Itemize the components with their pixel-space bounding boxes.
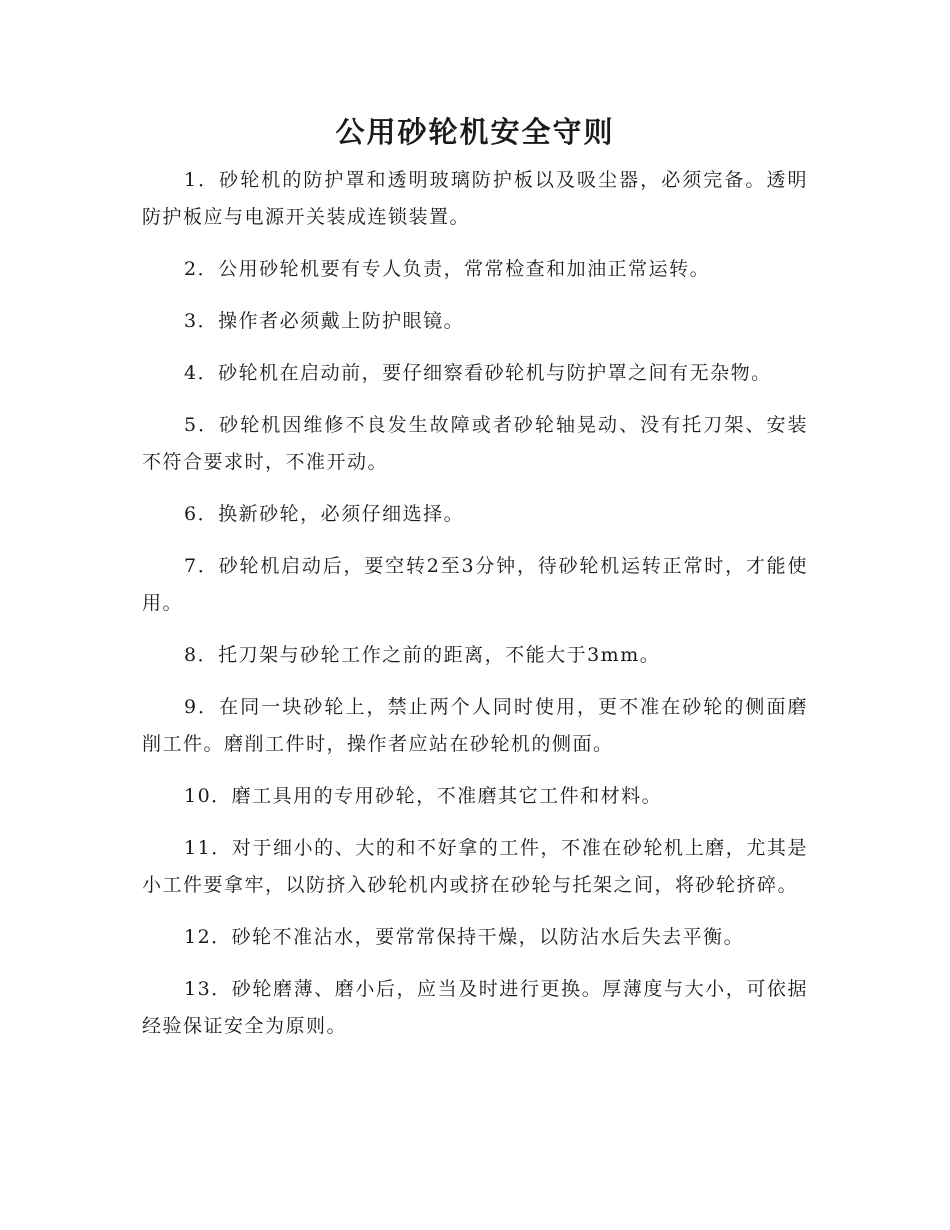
rules-list: [142, 162, 808, 1060]
rule-item-8: 8．托刀架与砂轮工作之前的距离，不能大于3mm。: [184, 644, 661, 666]
document-title: 公用砂轮机安全守则: [335, 115, 615, 149]
rule-item-2: 2．公用砂轮机要有专人负责，常常检查和加油正常运转。: [184, 258, 711, 280]
rule-item-10: 10．磨工具用的专用砂轮，不准磨其它工件和材料。: [184, 785, 663, 807]
rule-item-7: 7．砂轮机启动后，要空转2至3分钟，待砂轮机运转正常时，才能使用。: [142, 555, 808, 614]
rule-item-11: 11．对于细小的、大的和不好拿的工件，不准在砂轮机上磨，尤其是小工件要拿牢，以防挤入砂轮机内或挤在砂轮与托架之间，将砂轮挤碎。: [142, 837, 808, 896]
rule-item-5: 5．砂轮机因维修不良发生故障或者砂轮轴晃动、没有托刀架、安装不符合要求时，不准开动。: [142, 414, 808, 473]
rule-item-1: 1．砂轮机的防护罩和透明玻璃防护板以及吸尘器，必须完备。透明防护板应与电源开关装成连锁装置。: [142, 169, 808, 228]
rule-item-4: 4．砂轮机在启动前，要仔细察看砂轮机与防护罩之间有无杂物。: [184, 362, 772, 384]
rule-item-3: 3．操作者必须戴上防护眼镜。: [184, 310, 465, 332]
rule-item-9: 9．在同一块砂轮上，禁止两个人同时使用，更不准在砂轮的侧面磨削工件。磨削工件时，操作者应站在砂轮机的侧面。: [142, 696, 808, 755]
rule-item-13: 13．砂轮磨薄、磨小后，应当及时进行更换。厚薄度与大小，可依据经验保证安全为原则。: [142, 978, 808, 1037]
rule-item-6: 6．换新砂轮，必须仔细选择。: [184, 503, 465, 525]
rule-item-12: 12．砂轮不准沾水，要常常保持干燥，以防沾水后失去平衡。: [184, 926, 745, 948]
